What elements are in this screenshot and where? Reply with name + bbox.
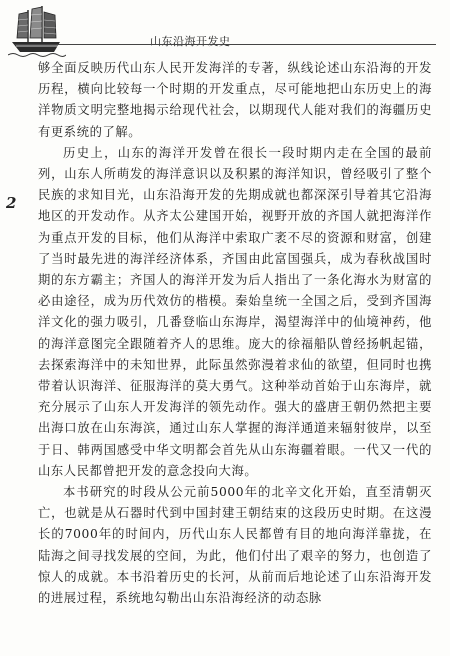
running-header (0, 0, 450, 62)
page-number: 2 (6, 194, 17, 212)
paragraph-2: 历史上，山东的海洋开发曾在很长一段时期内走在全国的最前列，山东人所萌发的海洋意识以及积累的海洋知识，曾经吸引了整个民族的求知目光，山东沿海开发的先期成就也都深深引导着其它沿海地区的开发动作。从齐太公建国开始，视野开放的齐国人就把海洋作为重点开发的目标，他们从海洋中索取广袤不尽的资源和财富，创建了当时最先进的海洋经济体系，齐国由此富国强兵，成为春秋战国时期的东方霸主；齐国人的海洋开发为后人指出了一条化海水为财富的必由途径，成为历代效仿的楷模。秦始皇统一全国之后，受到齐国海洋文化的强力吸引，几番登临山东海岸，渴望海洋中的仙境神药，他的海洋意图完全跟随着齐人的思维。庞大的徐福船队曾经扬帆起锚，去探索海洋中的未知世界，此际虽然弥漫着求仙的欲望，但同时也携带着认识海洋、征服海洋的莫大勇气。这种举动首始于山东海岸，就充分展示了山东人开发海洋的领先动作。强大的盛唐王朝仍然把主要出海口放在山东海滨，通过山东人掌握的海洋通道来辐射彼岸，以至于日、韩两国感受中华文明都会首先从山东海疆着眼。一代又一代的山东人民都曾把开发的意念投向大海。 (38, 145, 432, 478)
header-divider (14, 44, 436, 45)
body-text (38, 58, 432, 609)
paragraph-3: 本书研究的时段从公元前5000年的北辛文化开始，直至清朝灭亡，也就是从石器时代到中国封建王朝结束的这段历史时期。在这漫长的7000年的时间内，历代山东人民都曾有目的地向海洋靠拢，在陆海之间寻找发展的空间，为此，他们付出了艰辛的努力，也创造了惊人的成就。本书沿着历史的长河，从前而后地论述了山东沿海开发的进展过程，系统地勾勒出山东沿海经济的动态脉 (38, 485, 432, 606)
sailing-ship-icon (8, 2, 66, 58)
paragraph-1: 够全面反映历代山东人民开发海洋的专著，纵线论述山东沿海的开发历程，横向比较每一个时期的开发重点，尽可能地把山东历史上的海洋物质文明完整地揭示给现代社会，以期现代人能对我们的海疆历史有更系统的了解。 (38, 61, 432, 139)
running-header-title: 山东沿海开发史 (150, 35, 231, 48)
